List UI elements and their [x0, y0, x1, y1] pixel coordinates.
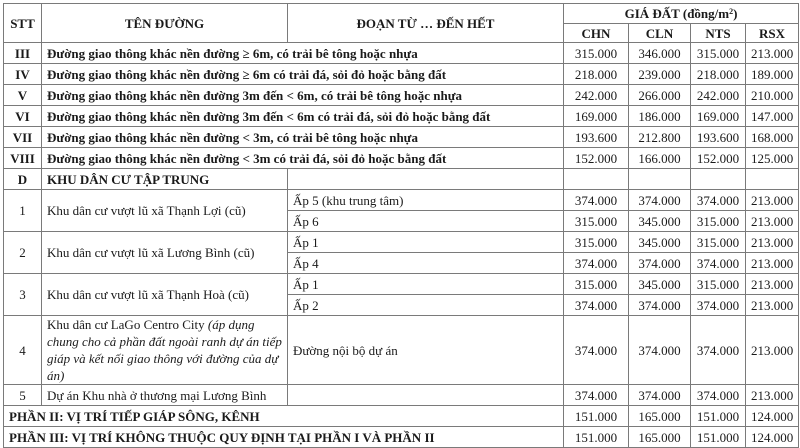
empty-cell [629, 169, 691, 190]
part-row [4, 406, 799, 427]
empty-cell [288, 169, 564, 190]
item-name: Khu dân cư vượt lũ xã Thạnh Hoà (cũ) [42, 274, 288, 316]
segment-label: Ấp 2 [288, 295, 564, 316]
price-nts: 374.000 [691, 295, 746, 316]
price-cln: 212.800 [629, 127, 691, 148]
segment-label: Ấp 6 [288, 211, 564, 232]
table-row [4, 190, 799, 211]
price-chn: 152.000 [564, 148, 629, 169]
table-row [4, 316, 799, 385]
row-road-name: Đường giao thông khác nền đường 3m đến < 6m, có trải bê tông hoặc nhựa [42, 85, 564, 106]
item-name: Khu dân cư vượt lũ xã Thạnh Lợi (cũ) [42, 190, 288, 232]
price-cln: 345.000 [629, 211, 691, 232]
item-stt: 3 [4, 274, 42, 316]
price-chn: 374.000 [564, 253, 629, 274]
price-rsx: 124.000 [746, 406, 799, 427]
table-row [4, 127, 799, 148]
item-name: Khu dân cư vượt lũ xã Lương Bình (cũ) [42, 232, 288, 274]
price-rsx: 213.000 [746, 211, 799, 232]
header-gia-dat-sup: 2 [729, 7, 734, 16]
price-nts: 374.000 [691, 316, 746, 385]
price-cln: 239.000 [629, 64, 691, 85]
empty-cell [564, 169, 629, 190]
price-chn: 218.000 [564, 64, 629, 85]
segment-label: Ấp 5 (khu trung tâm) [288, 190, 564, 211]
header-gia-dat-close: ) [733, 6, 738, 21]
segment-label: Đường nội bộ dự án [288, 316, 564, 385]
header-cln: CLN [629, 24, 691, 43]
table-row [4, 148, 799, 169]
item-name-main: Khu dân cư LaGo Centro City [47, 317, 208, 332]
header-stt: STT [4, 4, 42, 43]
segment-label: Ấp 1 [288, 274, 564, 295]
price-rsx: 213.000 [746, 295, 799, 316]
header-chn: CHN [564, 24, 629, 43]
price-nts: 315.000 [691, 232, 746, 253]
price-chn: 374.000 [564, 295, 629, 316]
price-nts: 151.000 [691, 406, 746, 427]
price-cln: 374.000 [629, 295, 691, 316]
row-stt: III [4, 43, 42, 64]
price-cln: 374.000 [629, 253, 691, 274]
price-nts: 374.000 [691, 190, 746, 211]
price-nts: 218.000 [691, 64, 746, 85]
price-chn: 315.000 [564, 211, 629, 232]
price-chn: 315.000 [564, 274, 629, 295]
price-chn: 315.000 [564, 43, 629, 64]
price-chn: 315.000 [564, 232, 629, 253]
price-rsx: 210.000 [746, 85, 799, 106]
price-chn: 374.000 [564, 190, 629, 211]
price-rsx: 147.000 [746, 106, 799, 127]
price-rsx: 125.000 [746, 148, 799, 169]
row-road-name: Đường giao thông khác nền đường < 3m có trải đá, sỏi đỏ hoặc bằng đất [42, 148, 564, 169]
price-cln: 346.000 [629, 43, 691, 64]
item-name-note: (áp dụng chung cho cả phần đất ngoài ranh dự án tiếp giáp và kết nối giao thông với đường của dự án) [47, 317, 282, 383]
price-rsx: 189.000 [746, 64, 799, 85]
price-cln: 266.000 [629, 85, 691, 106]
item-stt: 1 [4, 190, 42, 232]
part-row [4, 427, 799, 448]
price-nts: 374.000 [691, 385, 746, 406]
price-nts: 315.000 [691, 274, 746, 295]
price-chn: 193.600 [564, 127, 629, 148]
table-row [4, 64, 799, 85]
price-rsx: 124.000 [746, 427, 799, 448]
section-d-row [4, 169, 799, 190]
price-chn: 151.000 [564, 406, 629, 427]
price-rsx: 213.000 [746, 253, 799, 274]
part-title: PHẦN II: VỊ TRÍ TIẾP GIÁP SÔNG, KÊNH [4, 406, 564, 427]
item-stt: 5 [4, 385, 42, 406]
table-row [4, 43, 799, 64]
empty-cell [746, 169, 799, 190]
table-row [4, 385, 799, 406]
part-title: PHẦN III: VỊ TRÍ KHÔNG THUỘC QUY ĐỊNH TẠI PHẦN I VÀ PHẦN II [4, 427, 564, 448]
price-nts: 152.000 [691, 148, 746, 169]
row-road-name: Đường giao thông khác nền đường 3m đến < 6m có trải đá, sỏi đỏ hoặc bằng đất [42, 106, 564, 127]
price-rsx: 213.000 [746, 274, 799, 295]
header-gia-dat [564, 4, 799, 24]
table-row [4, 85, 799, 106]
price-chn: 374.000 [564, 385, 629, 406]
row-stt: V [4, 85, 42, 106]
price-chn: 242.000 [564, 85, 629, 106]
price-chn: 169.000 [564, 106, 629, 127]
empty-cell [691, 169, 746, 190]
row-stt: VII [4, 127, 42, 148]
segment-label: Ấp 4 [288, 253, 564, 274]
row-stt: IV [4, 64, 42, 85]
item-name: Dự án Khu nhà ở thương mại Lương Bình [42, 385, 288, 406]
section-d-stt: D [4, 169, 42, 190]
header-doan-tu: ĐOẠN TỪ … ĐẾN HẾT [288, 4, 564, 43]
row-stt: VIII [4, 148, 42, 169]
price-nts: 151.000 [691, 427, 746, 448]
header-ten-duong: TÊN ĐƯỜNG [42, 4, 288, 43]
item-stt: 2 [4, 232, 42, 274]
price-rsx: 213.000 [746, 43, 799, 64]
segment-label [288, 385, 564, 406]
land-price-table [3, 3, 799, 448]
segment-label: Ấp 1 [288, 232, 564, 253]
price-rsx: 213.000 [746, 385, 799, 406]
header-gia-dat-label: GIÁ ĐẤT (đồng/m [624, 6, 730, 21]
price-cln: 165.000 [629, 427, 691, 448]
price-rsx: 213.000 [746, 316, 799, 385]
price-chn: 374.000 [564, 316, 629, 385]
section-d-title: KHU DÂN CƯ TẬP TRUNG [42, 169, 288, 190]
price-cln: 345.000 [629, 274, 691, 295]
item-stt: 4 [4, 316, 42, 385]
price-rsx: 168.000 [746, 127, 799, 148]
price-nts: 374.000 [691, 253, 746, 274]
price-cln: 374.000 [629, 316, 691, 385]
row-road-name: Đường giao thông khác nền đường < 3m, có trải bê tông hoặc nhựa [42, 127, 564, 148]
header-rsx: RSX [746, 24, 799, 43]
price-cln: 374.000 [629, 190, 691, 211]
price-chn: 151.000 [564, 427, 629, 448]
price-cln: 165.000 [629, 406, 691, 427]
price-cln: 345.000 [629, 232, 691, 253]
table-row [4, 232, 799, 253]
item-name [42, 316, 288, 385]
row-road-name: Đường giao thông khác nền đường ≥ 6m, có trải bê tông hoặc nhựa [42, 43, 564, 64]
price-rsx: 213.000 [746, 232, 799, 253]
price-nts: 193.600 [691, 127, 746, 148]
table-row [4, 274, 799, 295]
header-nts: NTS [691, 24, 746, 43]
price-nts: 315.000 [691, 211, 746, 232]
price-cln: 186.000 [629, 106, 691, 127]
price-nts: 242.000 [691, 85, 746, 106]
price-nts: 315.000 [691, 43, 746, 64]
price-rsx: 213.000 [746, 190, 799, 211]
row-road-name: Đường giao thông khác nền đường ≥ 6m có trải đá, sỏi đỏ hoặc bằng đất [42, 64, 564, 85]
table-row [4, 106, 799, 127]
price-cln: 374.000 [629, 385, 691, 406]
row-stt: VI [4, 106, 42, 127]
price-cln: 166.000 [629, 148, 691, 169]
price-nts: 169.000 [691, 106, 746, 127]
